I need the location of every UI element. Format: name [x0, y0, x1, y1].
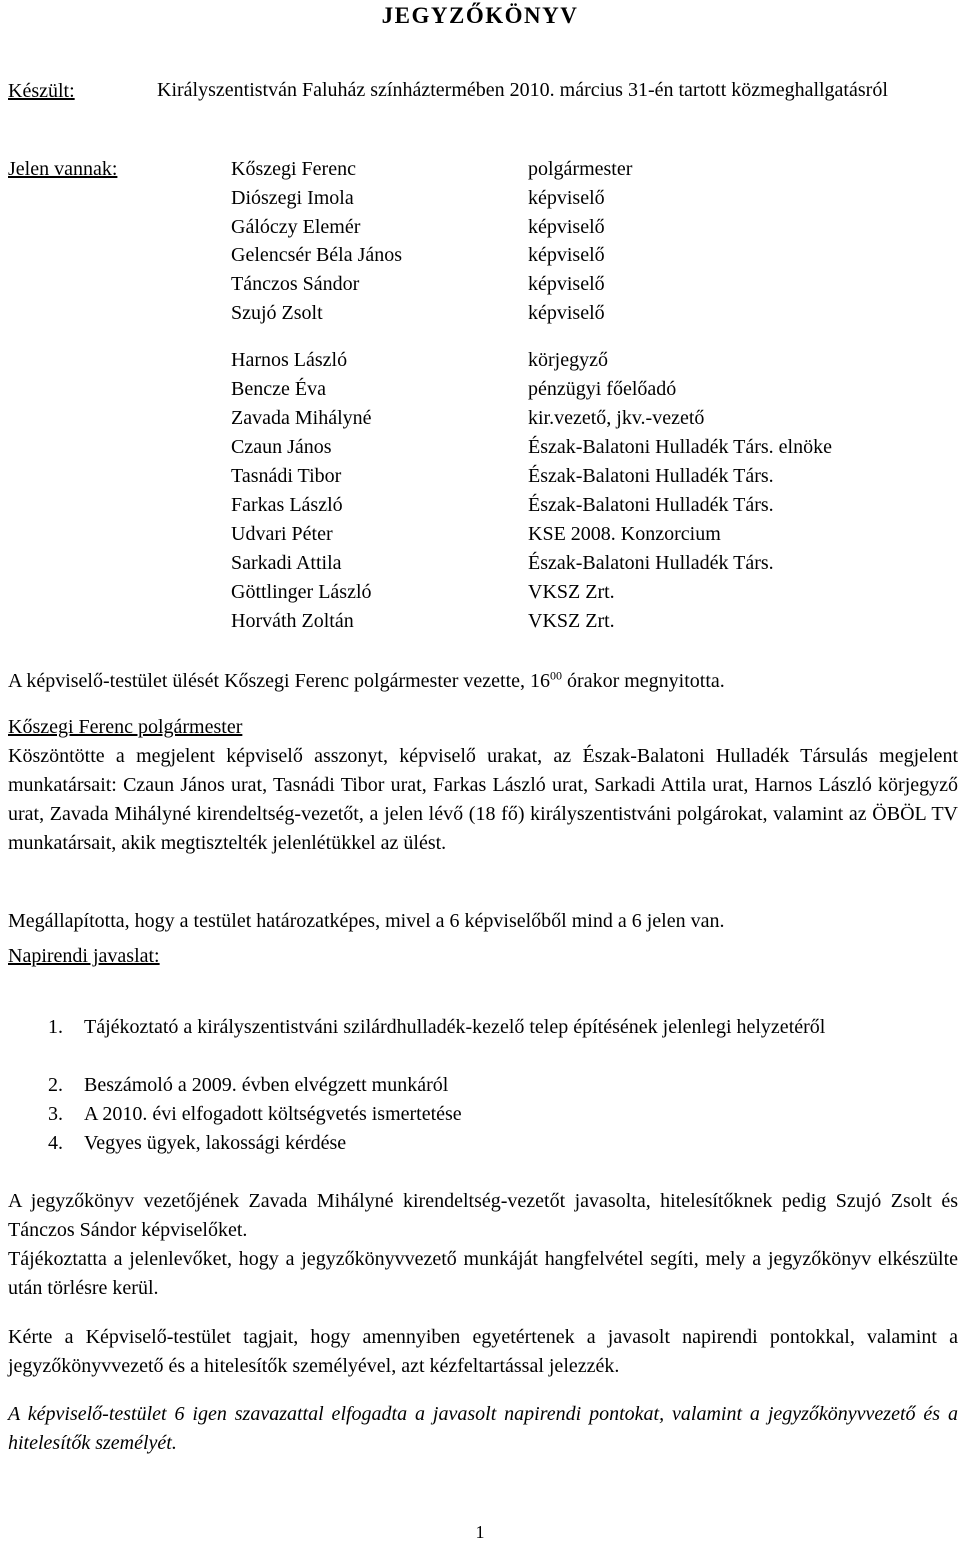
attendee-name: Czaun János	[231, 436, 332, 458]
attendee-role: képviselő	[528, 216, 605, 238]
opening-text: A képviselő-testület ülését Kőszegi Ferenc polgármester vezette, 16	[8, 670, 551, 692]
agenda-label: Napirendi javaslat:	[8, 945, 160, 967]
attendee-name: Zavada Mihályné	[231, 407, 372, 429]
attendee-role: polgármester	[528, 158, 633, 180]
greeting-paragraph: Köszöntötte a megjelent képviselő asszonyt, képviselő urakat, az Észak-Balatoni Hulladék Társulás megjelent munkatársait: Czaun János urat, Tasnádi Tibor urat, Farkas László urat, Sarkadi Attila urat, Harnos László körjegyző urat, Zavada Mihályné kirendeltség-vezetőt, a jelen lévő (18 fő) királyszentistváni polgárokat, valamint az ÖBÖL TV munkatársait, akik megtisztelték jelenlétükkel az ülést.	[8, 745, 958, 854]
attendee-name: Gelencsér Béla János	[231, 244, 403, 266]
prepared-text: Királyszentistván Faluház színháztermében 2010. március 31-én tartott közmeghallgatásról	[157, 79, 888, 101]
attendee-role: Észak-Balatoni Hulladék Társ.	[528, 465, 774, 487]
attendee-role: pénzügyi főelőadó	[528, 378, 677, 400]
proposal-paragraph: A jegyzőkönyv vezetőjének Zavada Mihályné kirendeltség-vezetőt javasolta, hitelesítőknek pedig Szujó Zsolt és Tánczos Sándor képviselőket.	[8, 1190, 958, 1241]
attendee-role: Észak-Balatoni Hulladék Társ.	[528, 552, 774, 574]
agenda-item-text: A 2010. évi elfogadott költségvetés ismertetése	[84, 1103, 462, 1125]
attendee-role: képviselő	[528, 187, 605, 209]
present-label: Jelen vannak:	[8, 158, 118, 180]
opening-text-end: órakor megnyitotta.	[562, 670, 725, 692]
agenda-item-text: Beszámoló a 2009. évben elvégzett munkáról	[84, 1074, 449, 1096]
attendee-role: VKSZ Zrt.	[528, 581, 615, 603]
resolution-paragraph: A képviselő-testület 6 igen szavazattal elfogadta a javasolt napirendi pontokat, valamint a jegyzőkönyvvezető és a hitelesítők személyét.	[8, 1403, 958, 1454]
agenda-item-text: Vegyes ügyek, lakossági kérdése	[84, 1132, 347, 1154]
attendee-name: Sarkadi Attila	[231, 552, 342, 574]
attendee-role: Észak-Balatoni Hulladék Társ.	[528, 494, 774, 516]
attendee-role: képviselő	[528, 244, 605, 266]
attendee-name: Udvari Péter	[231, 523, 333, 545]
attendee-role: képviselő	[528, 273, 605, 295]
attendee-role: VKSZ Zrt.	[528, 610, 615, 632]
attendee-name: Farkas László	[231, 494, 343, 516]
attendee-name: Tánczos Sándor	[231, 273, 360, 295]
agenda-item-text: Tájékoztató a királyszentistváni szilárdhulladék-kezelő telep építésének jelenlegi helyzetéről	[84, 1016, 826, 1038]
attendee-name: Tasnádi Tibor	[231, 465, 342, 487]
agenda-item-number: 1.	[48, 1016, 63, 1038]
document-title: JEGYZŐKÖNYV	[381, 3, 579, 28]
attendee-name: Diószegi Imola	[231, 187, 354, 209]
attendee-name: Bencze Éva	[231, 378, 326, 400]
agenda-item-number: 2.	[48, 1074, 63, 1096]
attendee-role: képviselő	[528, 302, 605, 324]
request-paragraph: Kérte a Képviselő-testület tagjait, hogy amennyiben egyetértenek a javasolt napirendi pontokkal, valamint a jegyzőkönyvvezető és a hitelesítők személyével, azt kézfeltartással jelezzék.	[8, 1326, 958, 1377]
attendee-name: Kőszegi Ferenc	[231, 158, 356, 180]
attendee-name: Gálóczy Elemér	[231, 216, 361, 238]
attendee-name: Göttlinger László	[231, 581, 372, 603]
attendee-name: Horváth Zoltán	[231, 610, 354, 632]
attendee-role: Észak-Balatoni Hulladék Társ. elnöke	[528, 436, 832, 458]
agenda-item-number: 4.	[48, 1132, 63, 1154]
recording-paragraph: Tájékoztatta a jelenlevőket, hogy a jegyzőkönyvvezető munkáját hangfelvétel segíti, mely a jegyzőkönyv elkészülte után törlésre kerül.	[8, 1248, 958, 1299]
opening-statement	[8, 667, 725, 696]
attendee-role: KSE 2008. Konzorcium	[528, 523, 721, 545]
page-number: 1	[475, 1522, 485, 1542]
opening-time-superscript: 00	[550, 668, 563, 683]
attendee-name: Szujó Zsolt	[231, 302, 323, 324]
quorum-paragraph: Megállapította, hogy a testület határozatképes, mivel a 6 képviselőből mind a 6 jelen van.	[8, 910, 725, 932]
prepared-label: Készült:	[8, 80, 75, 102]
attendee-role: körjegyző	[528, 349, 608, 371]
attendee-role: kir.vezető, jkv.-vezető	[528, 407, 705, 429]
agenda-item-number: 3.	[48, 1103, 63, 1125]
speaker-heading: Kőszegi Ferenc polgármester	[8, 716, 243, 738]
attendee-name: Harnos László	[231, 349, 348, 371]
